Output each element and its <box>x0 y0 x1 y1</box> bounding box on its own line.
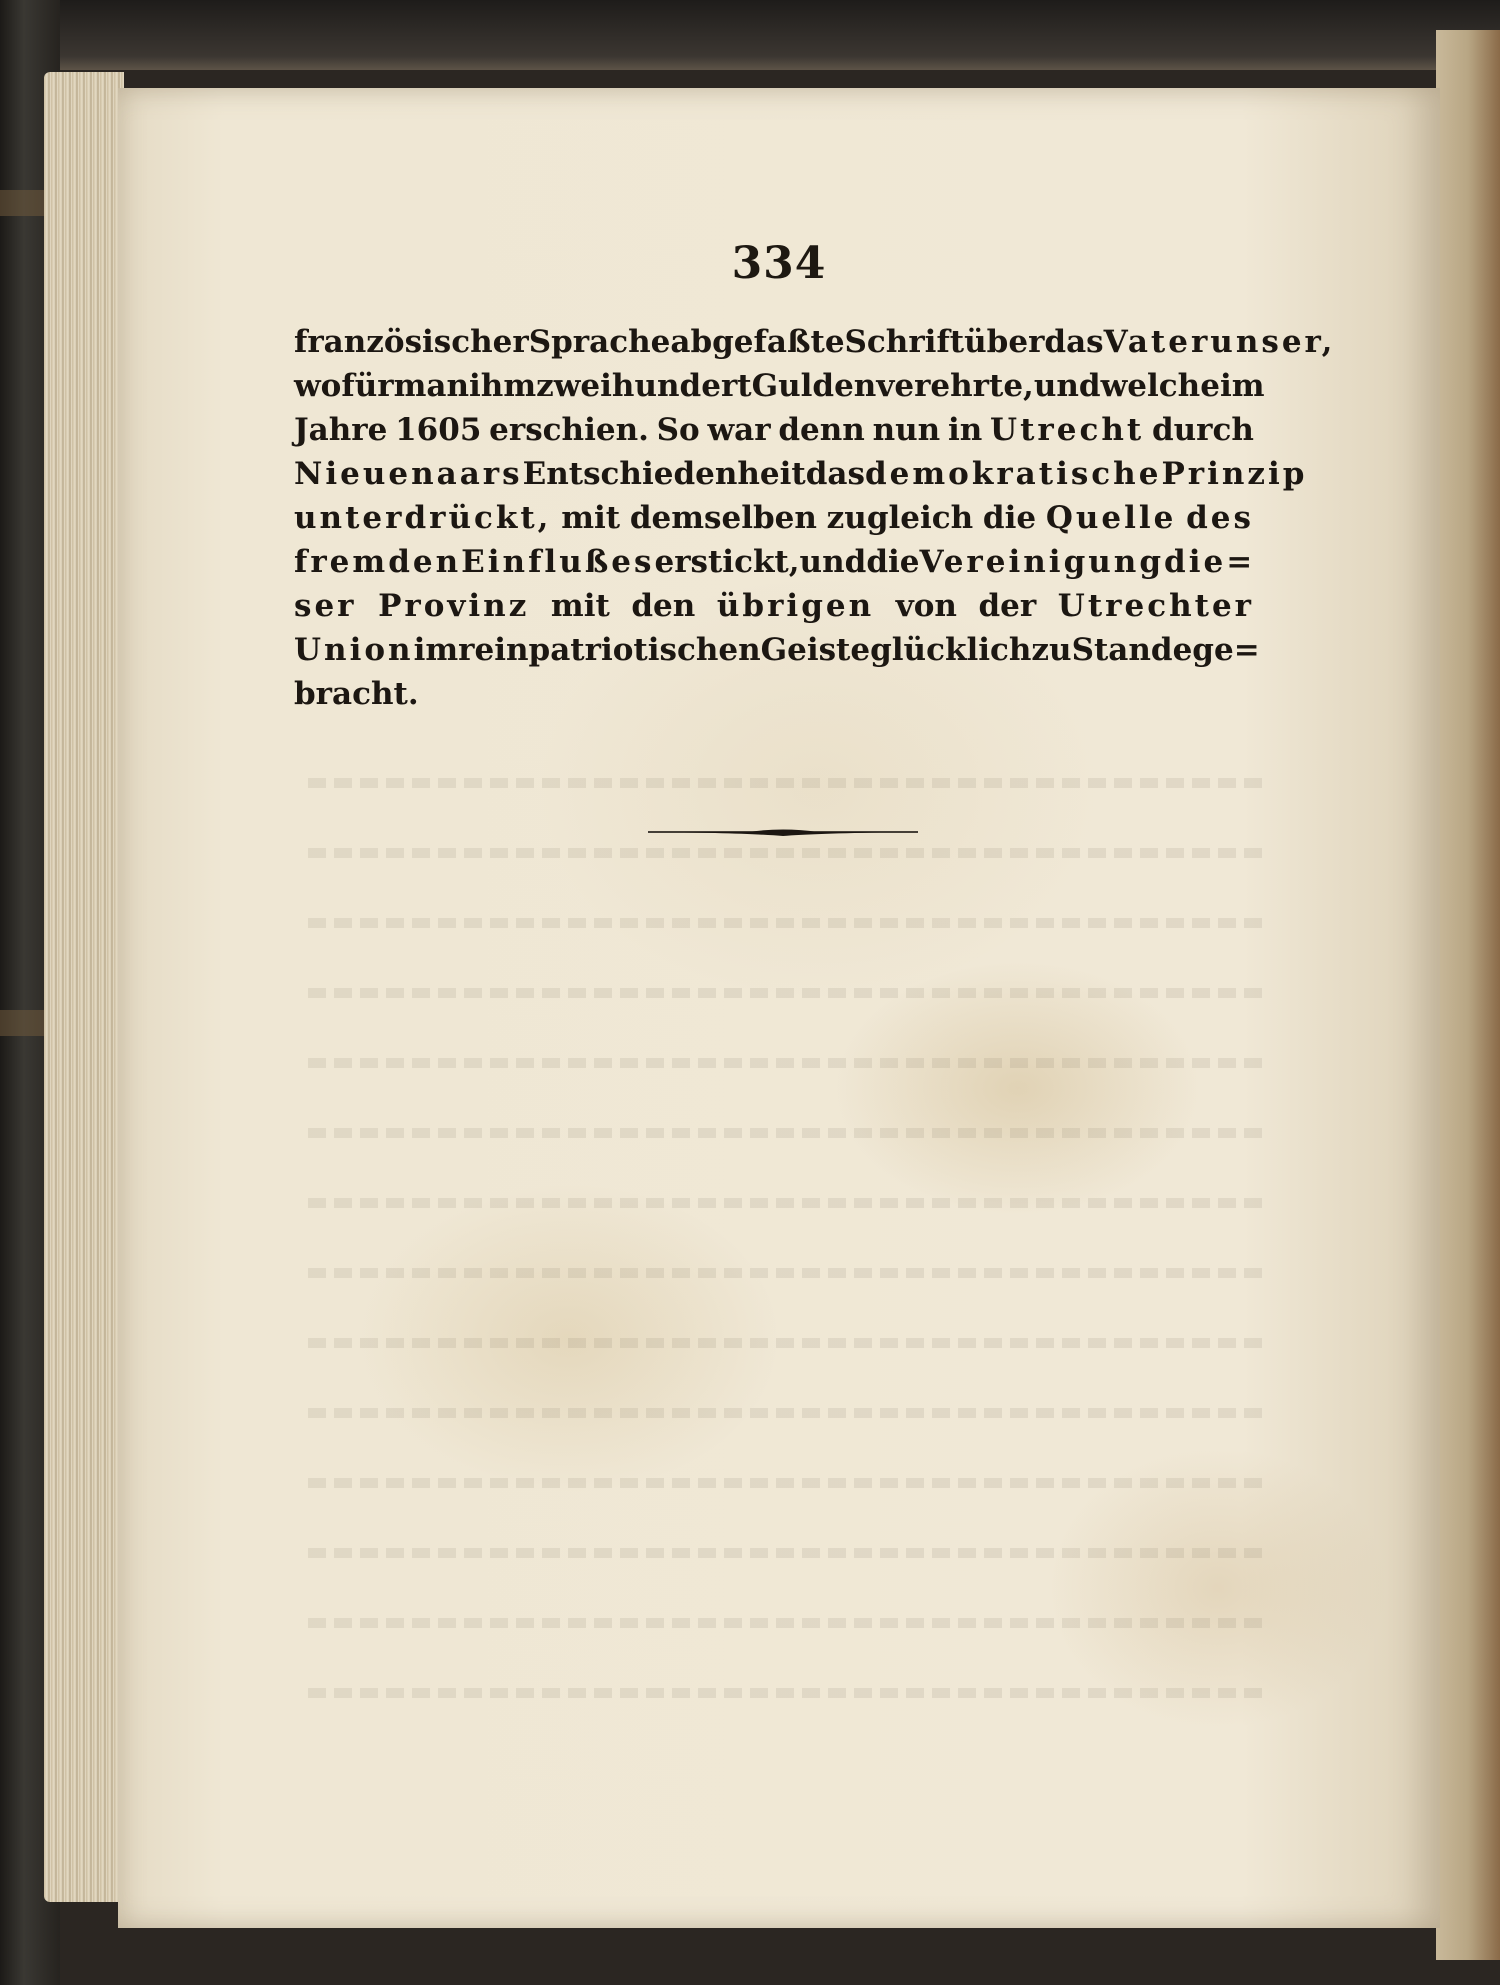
word: Schrift <box>844 324 965 360</box>
book-right-edge <box>1436 30 1500 1960</box>
word: demokratische <box>864 456 1162 492</box>
ornament-line <box>648 831 918 833</box>
show-through-line <box>308 1198 1268 1208</box>
word: Vaterunser, <box>1103 324 1336 360</box>
word: Nieuenaars <box>294 456 523 492</box>
word: war <box>707 412 771 448</box>
word: von <box>895 588 957 624</box>
word: Utrecht <box>990 412 1145 448</box>
word: bracht. <box>294 676 419 712</box>
word: die <box>866 544 920 580</box>
word: Entschiedenheit <box>522 456 806 492</box>
page-number: 334 <box>731 238 827 289</box>
word: So <box>656 412 700 448</box>
book-top-edge <box>40 0 1500 70</box>
word: ihm <box>469 368 537 404</box>
word: im <box>1219 368 1265 404</box>
word: nun <box>872 412 941 448</box>
word: mit <box>550 588 610 624</box>
word: erschien. <box>489 412 649 448</box>
word: Provinz <box>378 588 530 624</box>
word: und <box>799 544 867 580</box>
word: welche <box>1100 368 1220 404</box>
word: fremden <box>294 544 462 580</box>
word: des <box>1186 500 1254 536</box>
word: das <box>805 456 865 492</box>
word: erstickt, <box>654 544 800 580</box>
word: der <box>978 588 1037 624</box>
text-line <box>294 496 1254 540</box>
ornament-rule <box>648 826 918 838</box>
word: und <box>1033 368 1101 404</box>
show-through-line <box>308 1548 1268 1558</box>
word: 1605 <box>395 412 482 448</box>
word: abgefaßte <box>670 324 845 360</box>
word: Prinzip <box>1161 456 1308 492</box>
text-line <box>294 628 1260 672</box>
show-through-line <box>308 988 1268 998</box>
text-line <box>294 408 1254 452</box>
word: Gulden <box>751 368 877 404</box>
show-through-line <box>308 1478 1268 1488</box>
word: den <box>631 588 696 624</box>
word: durch <box>1151 412 1254 448</box>
word: man <box>393 368 470 404</box>
show-through-line <box>308 778 1268 788</box>
show-through-line <box>308 1688 1268 1698</box>
word: unterdrückt, <box>294 500 552 536</box>
word: die <box>982 500 1037 536</box>
word: glücklich <box>870 632 1032 668</box>
word: Sprache <box>528 324 671 360</box>
word: denn <box>778 412 865 448</box>
text-line <box>294 584 1254 628</box>
word: demselben <box>629 500 817 536</box>
show-through-line <box>308 1618 1268 1628</box>
word: in <box>947 412 983 448</box>
word: ser <box>294 588 357 624</box>
word: ge= <box>1192 632 1260 668</box>
word: verehrte, <box>876 368 1034 404</box>
word: wofür <box>294 368 394 404</box>
show-through-line <box>308 848 1268 858</box>
word: französischer <box>294 324 529 360</box>
word: Quelle <box>1045 500 1177 536</box>
show-through-line <box>308 1408 1268 1418</box>
word: die= <box>1164 544 1256 580</box>
text-line <box>294 364 1265 408</box>
text-line <box>294 672 1254 716</box>
word: zu <box>1031 632 1072 668</box>
word: zweihundert <box>536 368 752 404</box>
book-page <box>118 88 1440 1928</box>
word: übrigen <box>716 588 875 624</box>
text-line <box>294 540 1254 584</box>
word: über <box>964 324 1045 360</box>
show-through-line <box>308 918 1268 928</box>
page-stack-edge <box>44 72 124 1902</box>
text-line <box>294 320 1336 364</box>
word: Stande <box>1071 632 1193 668</box>
word: im <box>413 632 459 668</box>
word: mit <box>561 500 621 536</box>
word: patriotischen <box>528 632 761 668</box>
show-through-line <box>308 1268 1268 1278</box>
word: Jahre <box>294 412 388 448</box>
word: Geiste <box>760 632 871 668</box>
show-through-line <box>308 1338 1268 1348</box>
word: Union <box>294 632 414 668</box>
text-line <box>294 452 1308 496</box>
body-text <box>294 320 1336 716</box>
word: Vereinigung <box>919 544 1165 580</box>
word: rein <box>458 632 529 668</box>
show-through-line <box>308 1058 1268 1068</box>
word: zugleich <box>826 500 974 536</box>
word: das <box>1044 324 1104 360</box>
word: Utrechter <box>1057 588 1254 624</box>
word: Einflußes <box>461 544 655 580</box>
show-through-line <box>308 1128 1268 1138</box>
